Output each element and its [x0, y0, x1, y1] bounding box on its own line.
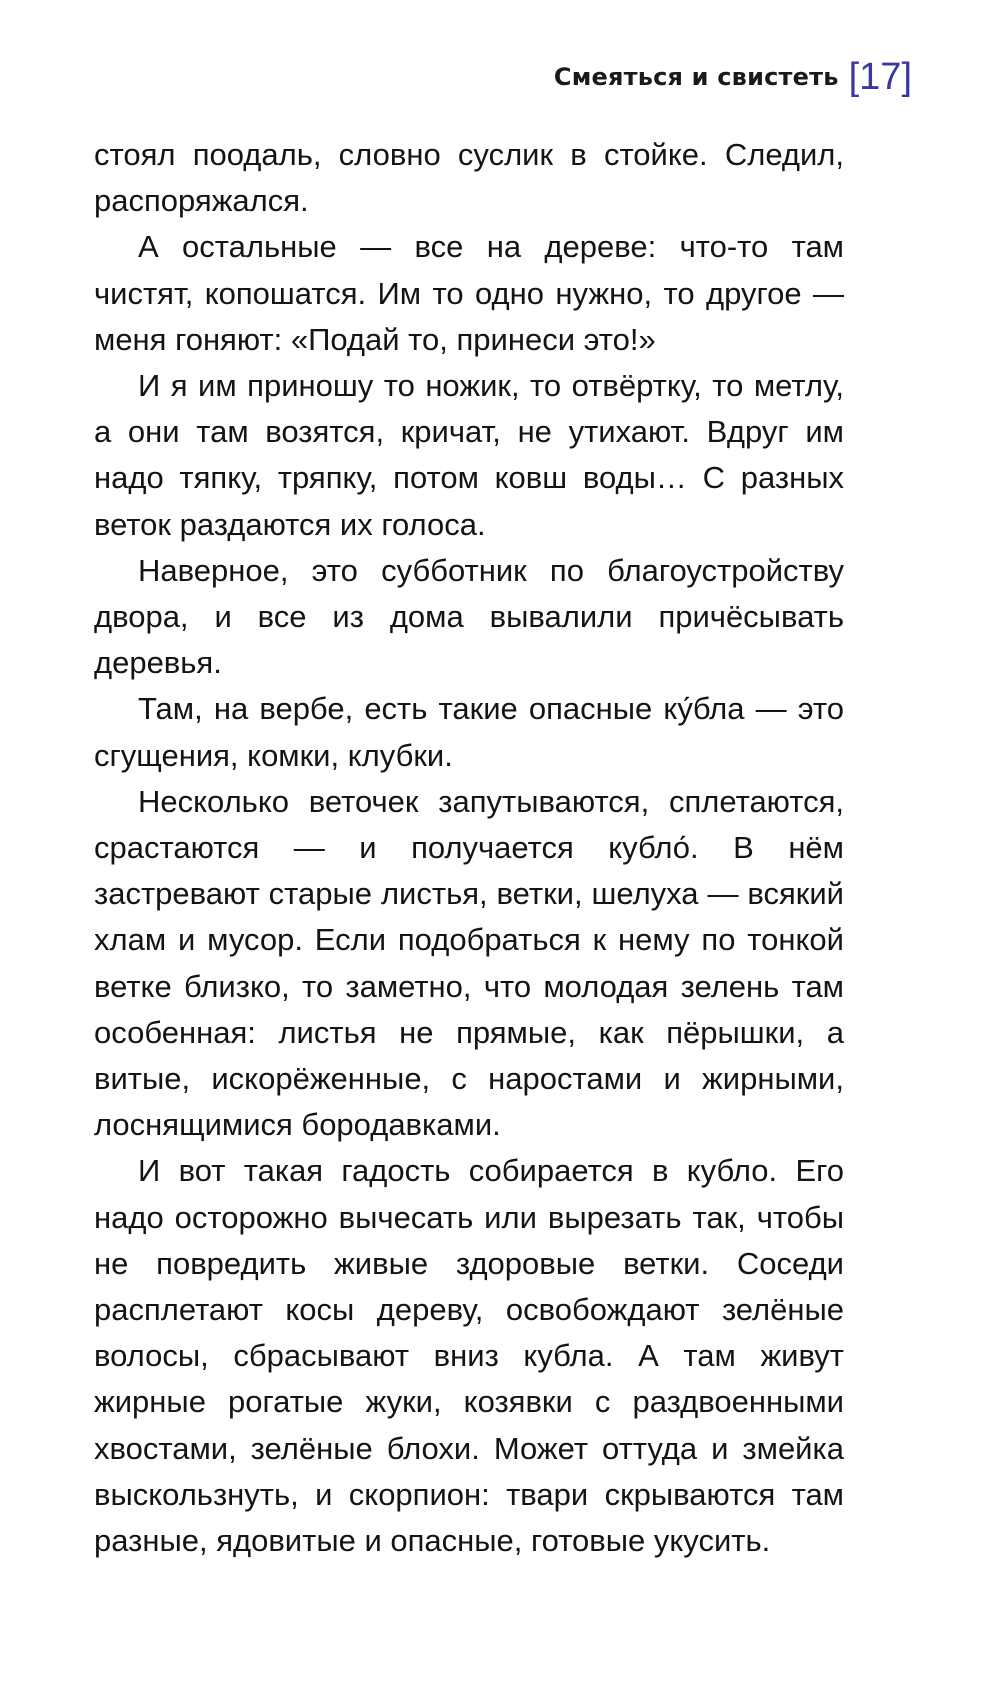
- paragraph-6: Несколько веточек запутываются, сплетаются, срастаются — и получается кубло́. В нём застревают старые листья, ветки, шелуха — всякий хлам и мусор. Если подобраться к нему по тонкой ветке близко, то заметно, что молодая зелень там особенная: листья не прямые, как пёрышки, а витые, искорёженные, с наростами и жирными, лоснящимися бородавками.: [94, 783, 844, 1143]
- chapter-title: Смеяться и свистеть: [553, 63, 839, 91]
- paragraph-2: А остальные — все на дереве: что-то там чистят, копошатся. Им то одно нужно, то другое — меня гоняют: «Подай то, принеси это!»: [94, 229, 844, 357]
- running-header: [554, 58, 912, 96]
- paragraph-1: стоял поодаль, словно суслик в стойке. Следил, распоряжался.: [94, 137, 844, 219]
- body-text: [94, 132, 844, 1564]
- page-number-value: 17: [859, 56, 902, 98]
- paragraph-5: Там, на вербе, есть такие опасные ку́бла — это сгущения, комки, клубки.: [94, 691, 844, 773]
- page-number-bracket-open: [: [848, 56, 860, 98]
- paragraph-4: Наверное, это субботник по благоустройству двора, и все из дома вывалили причёсывать деревья.: [94, 552, 844, 681]
- paragraph-3: И я им приношу то ножик, то отвёртку, то метлу, а они там возятся, кричат, не утихают. Вдруг им надо тяпку, тряпку, потом ковш воды… С разных веток раздаются их голоса.: [94, 368, 844, 542]
- page-number: [849, 58, 912, 96]
- paragraph-7: И вот такая гадость собирается в кубло. Его надо осторожно вычесать или вырезать так, чтобы не повредить живые здоровые ветки. Соседи расплетают косы дереву, освобождают зелёные волосы, сбрасывают вниз кубла. А там живут жирные рогатые жуки, козявки с раздвоенными хвостами, зелёные блохи. Может оттуда и змейка выскользнуть, и скорпион: твари скрываются там разные, ядовитые и опасные, готовые укусить.: [94, 1153, 844, 1559]
- page-number-bracket-close: ]: [901, 56, 912, 98]
